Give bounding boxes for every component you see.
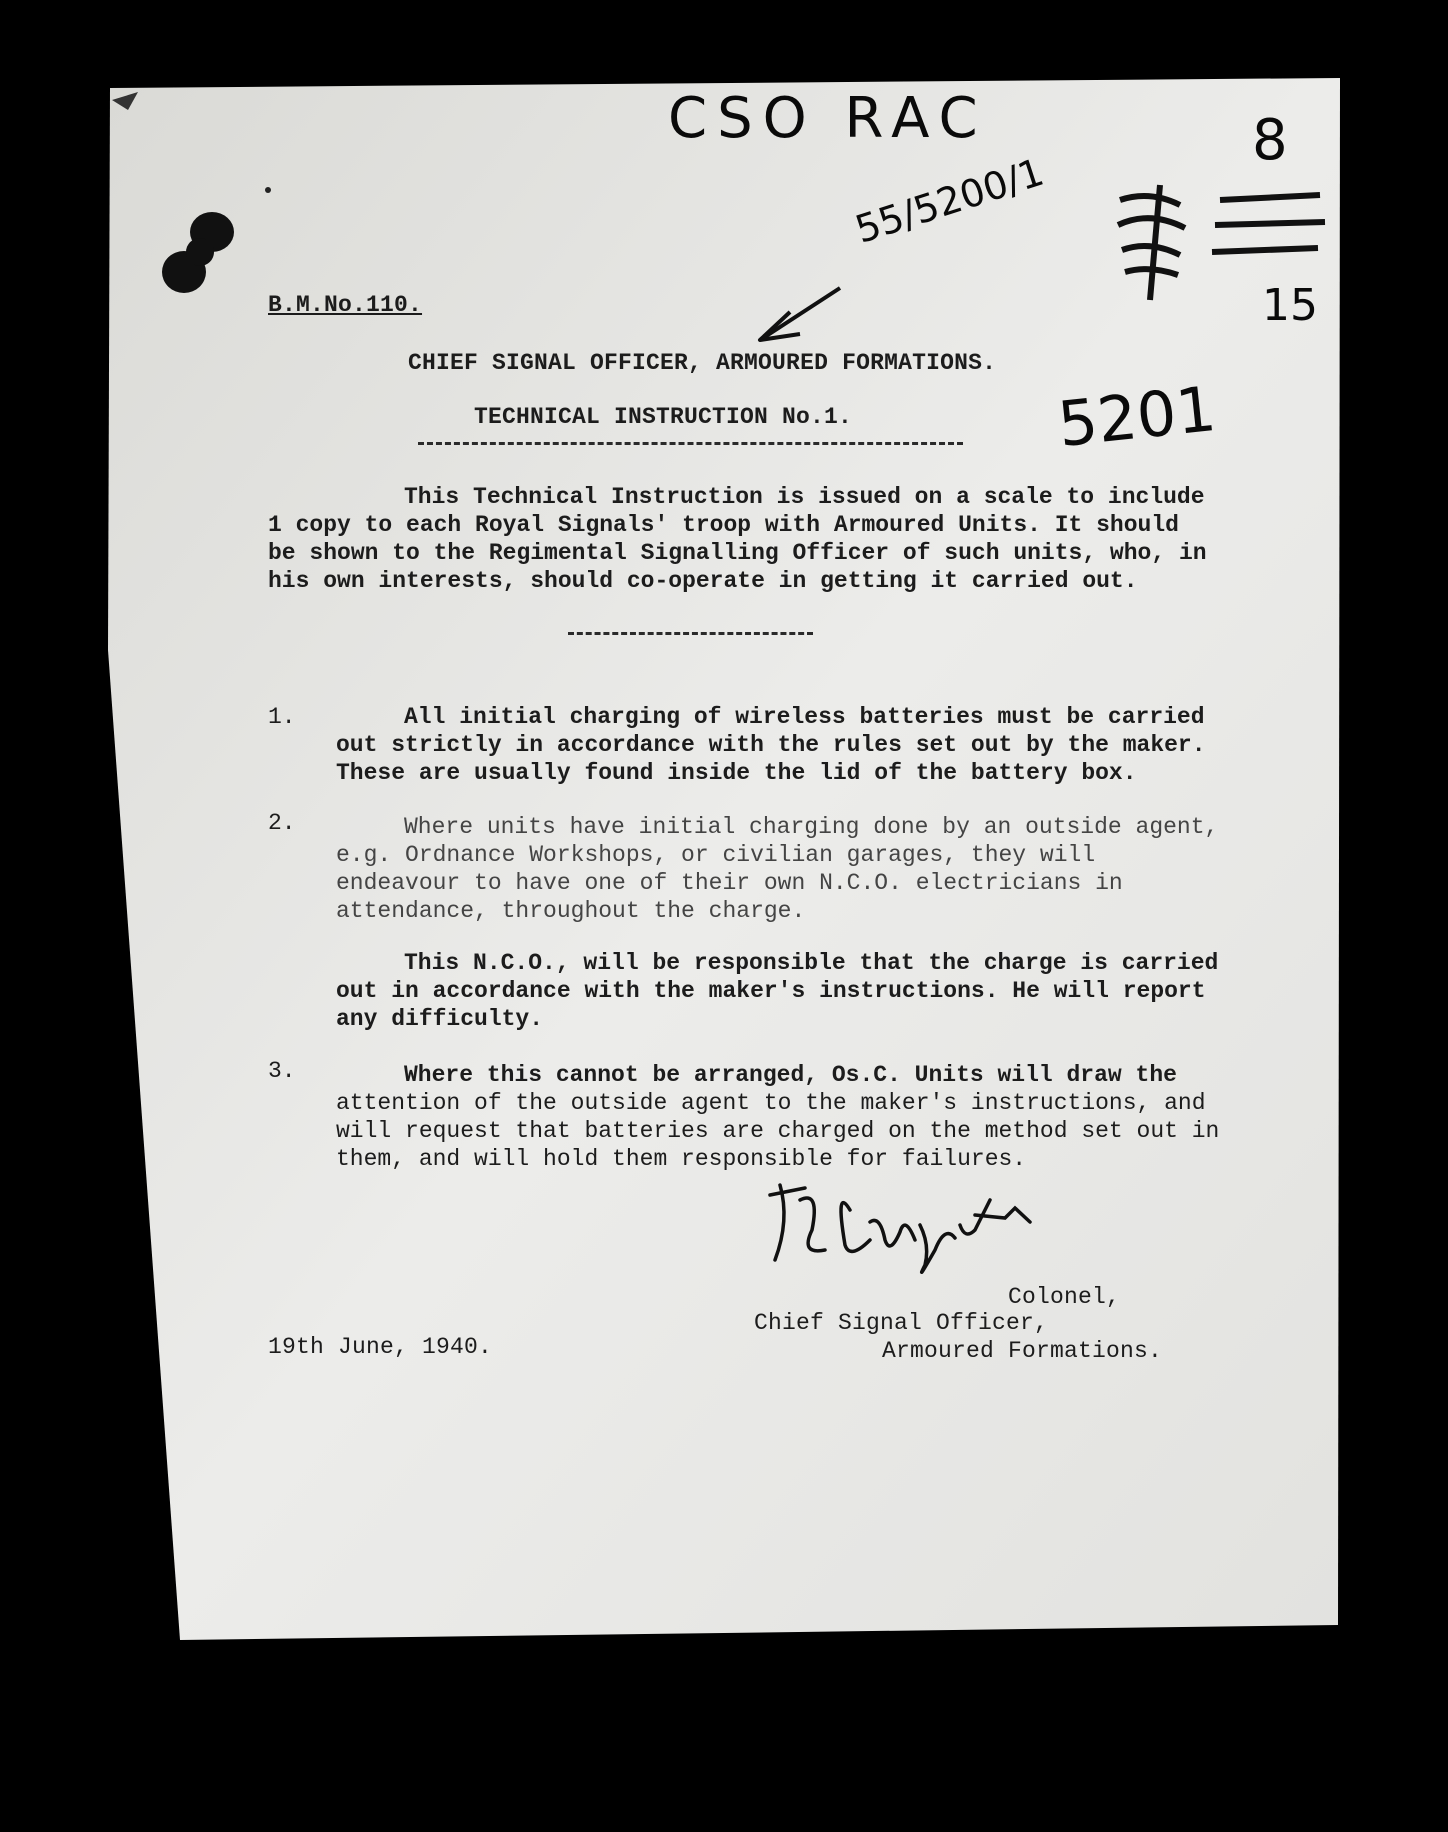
item-number: 1. — [268, 704, 296, 730]
intro-line: his own interests, should co-operate in getting it carried out. — [268, 568, 1138, 594]
item-line: them, and will hold them responsible for failures. — [336, 1146, 1027, 1172]
item-number: 2. — [268, 810, 296, 836]
item-line: endeavour to have one of their own N.C.O. electricians in — [336, 870, 1123, 896]
item-line: Where units have initial charging done by an outside agent, — [404, 814, 1219, 840]
signature-title: Chief Signal Officer, — [754, 1310, 1049, 1336]
document-subheading: TECHNICAL INSTRUCTION No.1. — [474, 404, 853, 430]
intro-line: be shown to the Regimental Signalling Officer of such units, who, in — [268, 540, 1207, 566]
item-line: out in accordance with the maker's instructions. He will report — [336, 978, 1206, 1004]
intro-line: 1 copy to each Royal Signals' troop with Armoured Units. It should — [268, 512, 1179, 538]
handwritten-file-number: 5201 — [1054, 371, 1220, 462]
signature-title: Armoured Formations. — [882, 1338, 1163, 1364]
item-line: attention of the outside agent to the maker's instructions, and — [336, 1090, 1206, 1116]
signature-rank: Colonel, — [1008, 1284, 1121, 1310]
item-number: 3. — [268, 1058, 296, 1084]
item-line: These are usually found inside the lid of the battery box. — [336, 760, 1137, 786]
item-line: e.g. Ordnance Workshops, or civilian garages, they will — [336, 842, 1096, 868]
handwritten-note: CSO RAC — [668, 86, 988, 151]
item-line: will request that batteries are charged on the method set out in — [336, 1118, 1220, 1144]
section-rule — [568, 632, 813, 635]
document-heading: CHIEF SIGNAL OFFICER, ARMOURED FORMATIONS. — [408, 350, 997, 376]
item-line: attendance, throughout the charge. — [336, 898, 806, 924]
heading-rule — [418, 442, 963, 445]
document-ref: B.M.No.110. — [268, 292, 423, 318]
item-line: This N.C.O., will be responsible that the charge is carried — [404, 950, 1219, 976]
handwritten-number: 15 — [1262, 280, 1318, 331]
intro-line: This Technical Instruction is issued on a scale to include — [404, 484, 1205, 510]
handwritten-number: 8 — [1252, 108, 1288, 173]
item-line: out strictly in accordance with the rules set out by the maker. — [336, 732, 1206, 758]
handwritten-ref: 55/5200/1 — [850, 149, 1049, 252]
item-line: All initial charging of wireless batteries must be carried — [404, 704, 1205, 730]
item-line: Where this cannot be arranged, Os.C. Units will draw the — [404, 1062, 1177, 1088]
item-line: any difficulty. — [336, 1006, 544, 1032]
document-date: 19th June, 1940. — [268, 1334, 493, 1360]
